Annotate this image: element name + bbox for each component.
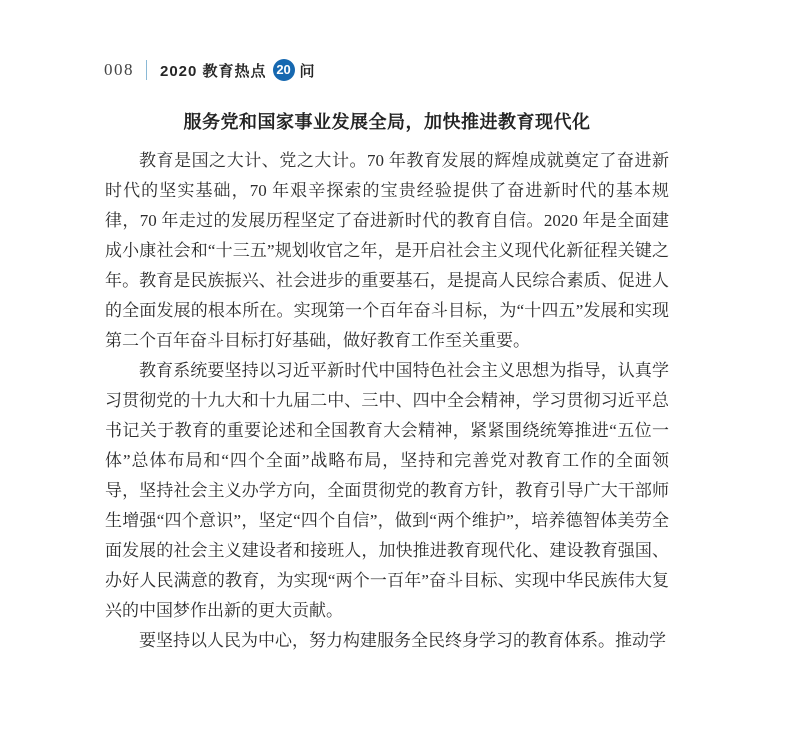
paragraph-3: 要坚持以人民为中心，努力构建服务全民终身学习的教育体系。推动学 — [139, 631, 666, 650]
book-title-suffix: 问 — [299, 62, 316, 80]
badge-20-icon: 20 — [273, 59, 295, 81]
paragraph-1: 教育是国之大计、党之大计。70 年教育发展的辉煌成就奠定了奋进新时代的坚实基础，70 年艰辛探索的宝贵经验提供了奋进新时代的基本规律，70 年走过的发展历程坚定了奋进新时代的教育自信。2020 年是全面建成小康社会和“十三五”规划收官之年，是开启社会主义现代化新征程关键之年。教育是民族振兴、社会进步的重要基石，是提高人民综合素质、促进人的全面发展的根本所在。实现第一个百年奋斗目标，为“十四五”发展和实现第二个百年奋斗目标打好基础，做好教育工作至关重要。 — [105, 151, 669, 350]
header-divider — [146, 60, 147, 80]
paragraph-2: 教育系统要坚持以习近平新时代中国特色社会主义思想为指导，认真学习贯彻党的十九大和十九届二中、三中、四中全会精神，学习贯彻习近平总书记关于教育的重要论述和全国教育大会精神，紧紧围绕统筹推进“五位一体”总体布局和“四个全面”战略布局，坚持和完善党对教育工作的全面领导，坚持社会主义办学方向，全面贯彻党的教育方针，教育引导广大干部师生增强“四个意识”，坚定“四个自信”，做到“两个维护”，培养德智体美劳全面发展的社会主义建设者和接班人，加快推进教育现代化、建设教育强国、办好人民满意的教育，为实现“两个一百年”奋斗目标、实现中华民族伟大复兴的中国梦作出新的更大贡献。 — [105, 361, 669, 620]
page-number: 008 — [104, 60, 134, 79]
article-body — [105, 109, 669, 656]
article-title: 服务党和国家事业发展全局，加快推进教育现代化 — [183, 112, 591, 132]
running-header — [104, 58, 316, 82]
book-title-prefix: 2020 教育热点 — [160, 62, 267, 80]
